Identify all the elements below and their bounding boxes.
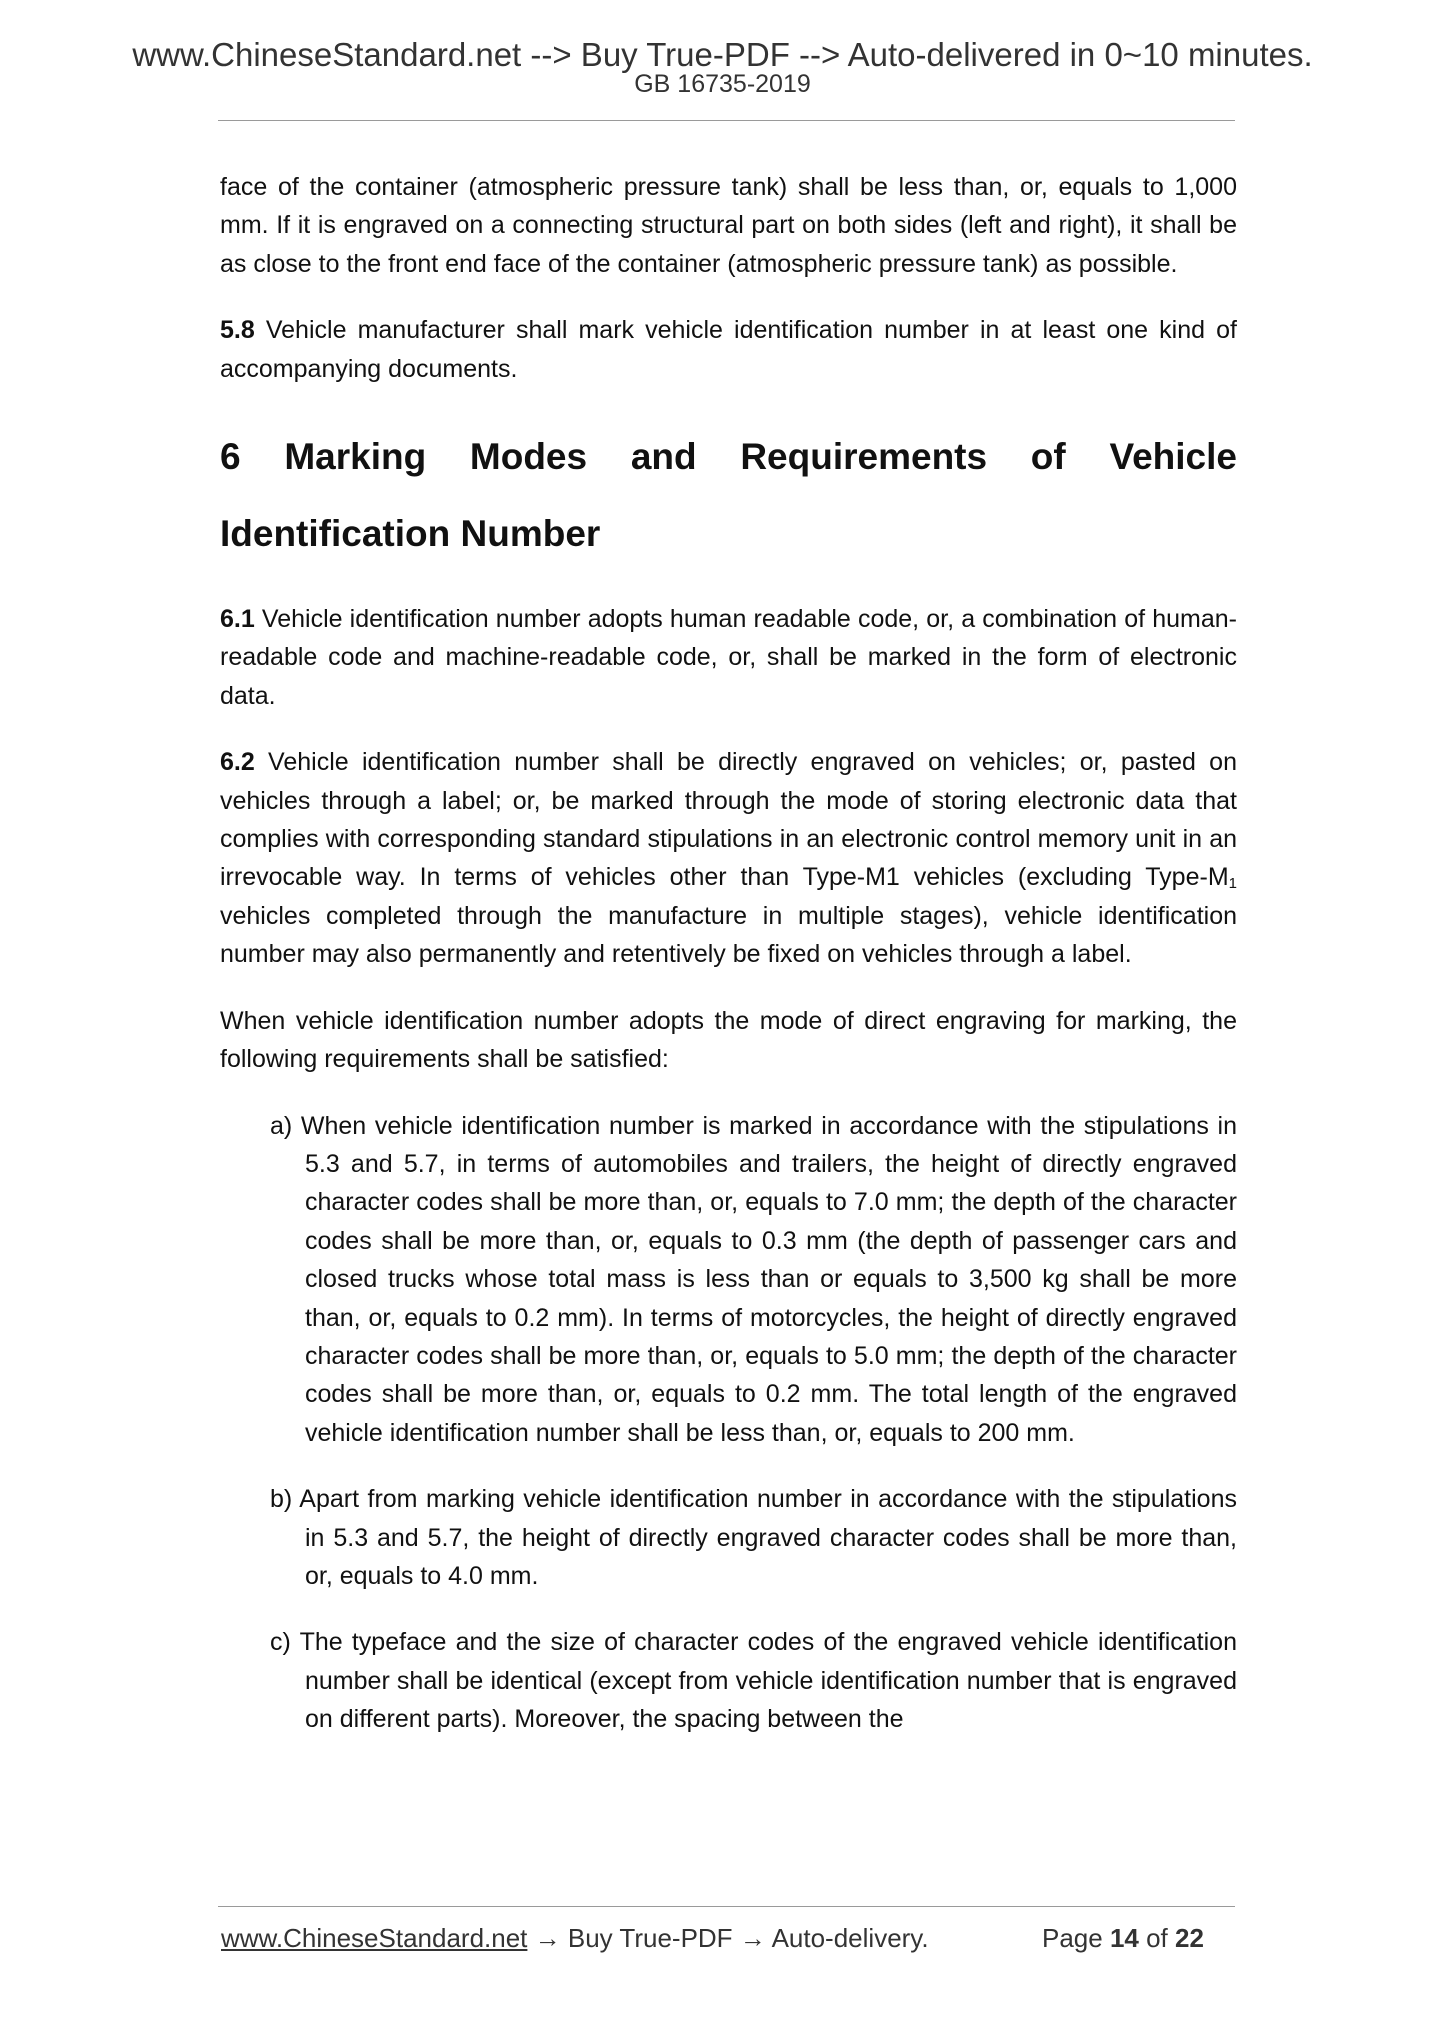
page-body [220, 168, 1237, 1767]
list-item-a: a) When vehicle identification number is marked in accordance with the stipulations in 5.3 and 5.7, in terms of automobiles and trailers, the height of directly engraved character codes shall be more than, or, equals to 7.0 mm; the depth of the character codes shall be more than, or, equals to 0.3 mm (the depth of passenger cars and closed trucks whose total mass is less than or equals to 3,500 kg shall be more than, or, equals to 0.2 mm). In terms of motorcycles, the height of directly engraved character codes shall be more than, or, equals to 5.0 mm; the depth of the character codes shall be more than, or, equals to 0.2 mm. The total length of the engraved vehicle identification number shall be less than, or, equals to 200 mm. [270, 1111, 1237, 1447]
of-label: of [1138, 1923, 1176, 1953]
list-item-b: b) Apart from marking vehicle identification number in accordance with the stipulations in 5.3 and 5.7, the height of directly engraved character codes shall be more than, or, equals to 4.0 mm. [270, 1485, 1237, 1590]
clause-5-8 [220, 311, 1237, 388]
header-banner: www.ChineseStandard.net --> Buy True-PDF --> Auto-delivered in 0~10 minutes. [132, 36, 1313, 73]
document-id: GB 16735-2019 [634, 70, 811, 98]
engraving-intro: When vehicle identification number adopts the mode of direct engraving for marking, the following requirements shall be satisfied: [220, 1006, 1237, 1074]
page-indicator [1042, 1922, 1204, 1954]
list-item-c: c) The typeface and the size of character codes of the engraved vehicle identification number shall be identical (except from vehicle identification number that is engraved on different parts). Moreover, the spacing between the [270, 1628, 1237, 1734]
footer-divider [218, 1906, 1235, 1907]
footer-promo [221, 1922, 929, 1954]
subscript: 1 [1228, 875, 1237, 893]
header-divider [218, 120, 1235, 121]
page-total: 22 [1175, 1923, 1204, 1953]
clause-text: Vehicle manufacturer shall mark vehicle identification number in at least one kind of accompanying documents. [220, 316, 1237, 383]
clause-text: Vehicle identification number shall be directly engraved on vehicles; or, pasted on vehicles through a label; or, be marked through the mode of storing electronic data that complies with corresponding standard stipulations in an electronic control memory unit in an irrevocable way. In terms of vehicles other than Type-M1 vehicles (excluding Type-M [220, 748, 1237, 892]
clause-6-2 [220, 743, 1237, 973]
paragraph-continued: face of the container (atmospheric pressure tank) shall be less than, or, equals to 1,000 mm. If it is engraved on a connecting structural part on both sides (left and right), it shall be as close to the front end face of the container (atmospheric pressure tank) as possible. [220, 173, 1237, 278]
clause-number: 6.2 [220, 748, 255, 777]
page-label: Page [1042, 1923, 1110, 1953]
clause-text-cont: vehicles completed through the manufacture in multiple stages), vehicle identification number may also permanently and retentively be fixed on vehicles through a label. [220, 901, 1237, 969]
footer-link[interactable]: www.ChineseStandard.net [221, 1923, 528, 1953]
clause-number: 5.8 [220, 316, 255, 345]
section-heading: 6 Marking Modes and Requirements of Vehicle Identification Number [220, 436, 1237, 555]
page-number: 14 [1109, 1923, 1139, 1953]
clause-number: 6.1 [220, 605, 255, 634]
clause-6-1 [220, 600, 1237, 715]
clause-text: Vehicle identification number adopts human readable code, or, a combination of human-readable code and machine-readable code, or, shall be marked in the form of electronic data. [220, 605, 1237, 710]
footer-promo-text: → Buy True-PDF → Auto-delivery. [527, 1923, 929, 1953]
